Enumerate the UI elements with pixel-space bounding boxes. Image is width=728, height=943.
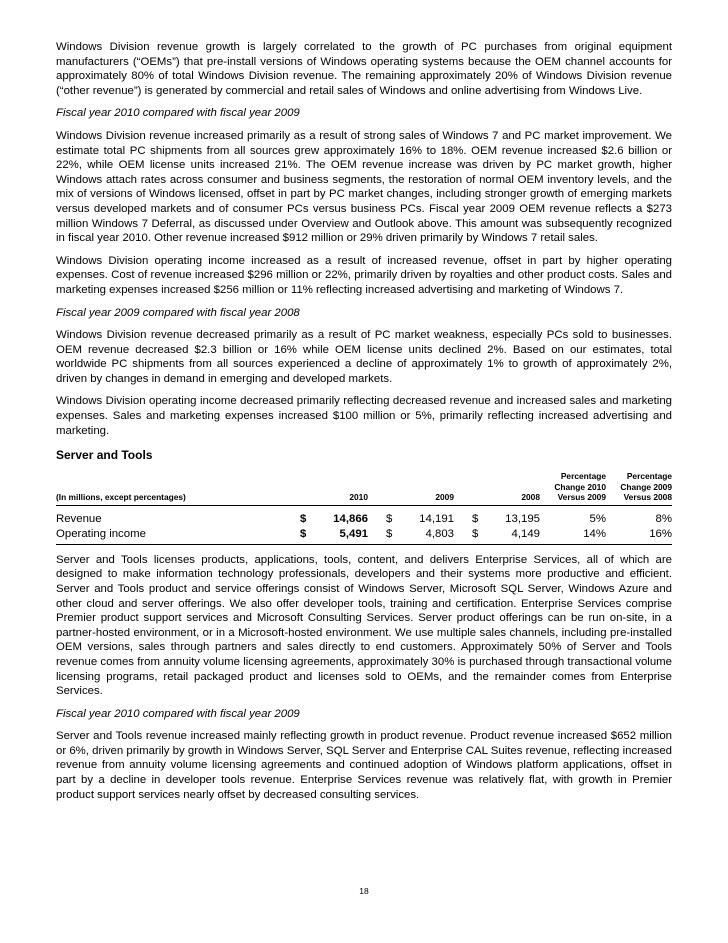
paragraph-server-and-tools-revenue-increase: Server and Tools revenue increased mainly reflecting growth in product revenue. Product revenue increased $652 million or 6%, driven primarily by growth in Windows Server, SQL Server and Enterprise CAL Suites revenue, reflecting increased revenue from annuity volume licensing agreements and continued adoption of Windows platform applications, offset in part by a decline in developer tools revenue. Enterprise Services revenue was relatively flat, with growth in Premier product support services nearly offset by decreased consulting services. <box>56 730 672 801</box>
page-content <box>56 40 672 810</box>
pct-change-2009-vs-2008: 8% <box>655 512 672 525</box>
currency-symbol: $ <box>386 512 393 525</box>
column-header-2009: 2009 <box>386 471 454 505</box>
column-header-pct-change-2009-vs-2008 <box>606 471 672 505</box>
pct-change-2010-vs-2009: 14% <box>540 527 606 545</box>
table-header-row <box>56 471 672 505</box>
value-2008: 4,149 <box>482 527 540 545</box>
row-label: Revenue <box>56 512 102 525</box>
currency-symbol: $ <box>472 527 482 545</box>
paragraph-windows-revenue-increase: Windows Division revenue increased primarily as a result of strong sales of Windows 7 and PC market improvement. We estimate total PC shipments from all sources grew approximately 16% to 18%. OEM revenue increased $2.6 billion or 22%, while OEM license units increased 21%. The OEM revenue increase was driven by PC market growth, higher Windows attach rates across consumer and business segments, the restoration of normal OEM inventory levels, and the mix of versions of Windows licensed, offset in part by PC market changes, including stronger growth of emerging markets versus developed markets and of consumer PCs versus business PCs. Fiscal year 2009 OEM revenue reflects a $273 million Windows 7 Deferral, as discussed under Overview and Outlook above. This amount was subsequently recognized in fiscal year 2010. Other revenue increased $912 million or 29% driven primarily by Windows 7 retail sales. <box>56 129 672 245</box>
paragraph-windows-revenue-decrease: Windows Division revenue decreased primarily as a result of PC market weakness, especially PCs sold to businesses. OEM revenue decreased $2.3 billion or 16% while OEM license units declined 2%. Based on our estimates, total worldwide PC shipments from all sources experienced a decline of approximately 1% to growth of approximately 2%, driven by changes in demand in emerging and developed markets. <box>56 329 672 385</box>
server-and-tools-financial-table <box>56 471 672 545</box>
paragraph-windows-operating-income-decrease: Windows Division operating income decreased primarily reflecting decreased revenue and increased sales and marketing expenses. Sales and marketing expenses increased $100 million or 5%, primarily reflecting increased advertising and marketing. <box>56 395 672 437</box>
subheading-server-fy2010-vs-fy2009: Fiscal year 2010 compared with fiscal year 2009 <box>56 707 300 720</box>
paragraph-windows-revenue-growth: Windows Division revenue growth is largely correlated to the growth of PC purchases from original equipment manufacturers (“OEMs”) that pre-install versions of Windows operating systems because the OEM channel accounts for approximately 80% of total Windows Division revenue. The remaining approximately 20% of Windows Division revenue (“other revenue”) is generated by commercial and retail sales of Windows and online advertising from Windows Live. <box>56 41 672 97</box>
row-label: Operating income <box>56 527 300 545</box>
table-header-label: (In millions, except percentages) <box>56 471 300 505</box>
paragraph-server-and-tools-description: Server and Tools licenses products, applications, tools, content, and delivers Enterprise Services, all of which are designed to make information technology professionals, developers and their systems more productive and efficient. Server and Tools product and service offerings consist of Windows Server, Microsoft SQL Server, Windows Azure and other cloud and server offerings. We also offer developer tools, training and certification. Enterprise Services comprise Premier product support services and Microsoft Consulting Services. Server product offerings can be run on-site, in a partner-hosted environment, or in a Microsoft-hosted environment. We use multiple sales channels, including pre-installed OEM versions, sales through partners and sales directly to end customers. Approximately 50% of Server and Tools revenue comes from annuity volume licensing agreements, approximately 30% is purchased through transactional volume licensing programs, retail packaged product and licenses sold to OEMs, and the remainder comes from Enterprise Services. <box>56 553 672 698</box>
pct2-line3: Versus 2008 <box>623 492 672 503</box>
value-2010: 14,866 <box>333 512 368 525</box>
pct-change-2009-vs-2008: 16% <box>606 527 672 545</box>
pct1-line3: Versus 2009 <box>557 492 606 503</box>
column-header-pct-change-2010-vs-2009 <box>540 471 606 505</box>
paragraph-windows-operating-income-increase: Windows Division operating income increased as a result of increased revenue, offset in part by higher operating expenses. Cost of revenue increased $296 million or 22%, primarily driven by royalties and other product costs. Sales and marketing expenses increased $256 million or 11% reflecting increased advertising and marketing of Windows 7. <box>56 254 672 296</box>
page-number: 18 <box>359 886 369 896</box>
pct-change-2010-vs-2009: 5% <box>589 512 606 525</box>
table-row-revenue <box>56 505 672 527</box>
currency-symbol: $ <box>386 527 396 545</box>
value-2009: 14,191 <box>419 512 454 525</box>
currency-symbol: $ <box>472 512 479 525</box>
value-2008: 13,195 <box>505 512 540 525</box>
pct2-line2: Change 2009 <box>620 481 672 492</box>
value-2010: 5,491 <box>310 527 368 545</box>
subheading-fy2010-vs-fy2009: Fiscal year 2010 compared with fiscal year 2009 <box>56 107 300 120</box>
value-2009: 4,803 <box>396 527 454 545</box>
column-header-2010: 2010 <box>300 471 368 505</box>
column-header-2008: 2008 <box>472 471 540 505</box>
pct1-line1: Percentage <box>560 471 606 482</box>
currency-symbol: $ <box>300 527 310 545</box>
section-title-server-and-tools: Server and Tools <box>56 448 153 463</box>
subheading-fy2009-vs-fy2008: Fiscal year 2009 compared with fiscal year 2008 <box>56 306 300 319</box>
pct2-line1: Percentage <box>626 471 672 482</box>
currency-symbol: $ <box>300 512 307 525</box>
pct1-line2: Change 2010 <box>554 481 606 492</box>
table-row-operating-income <box>56 527 672 545</box>
